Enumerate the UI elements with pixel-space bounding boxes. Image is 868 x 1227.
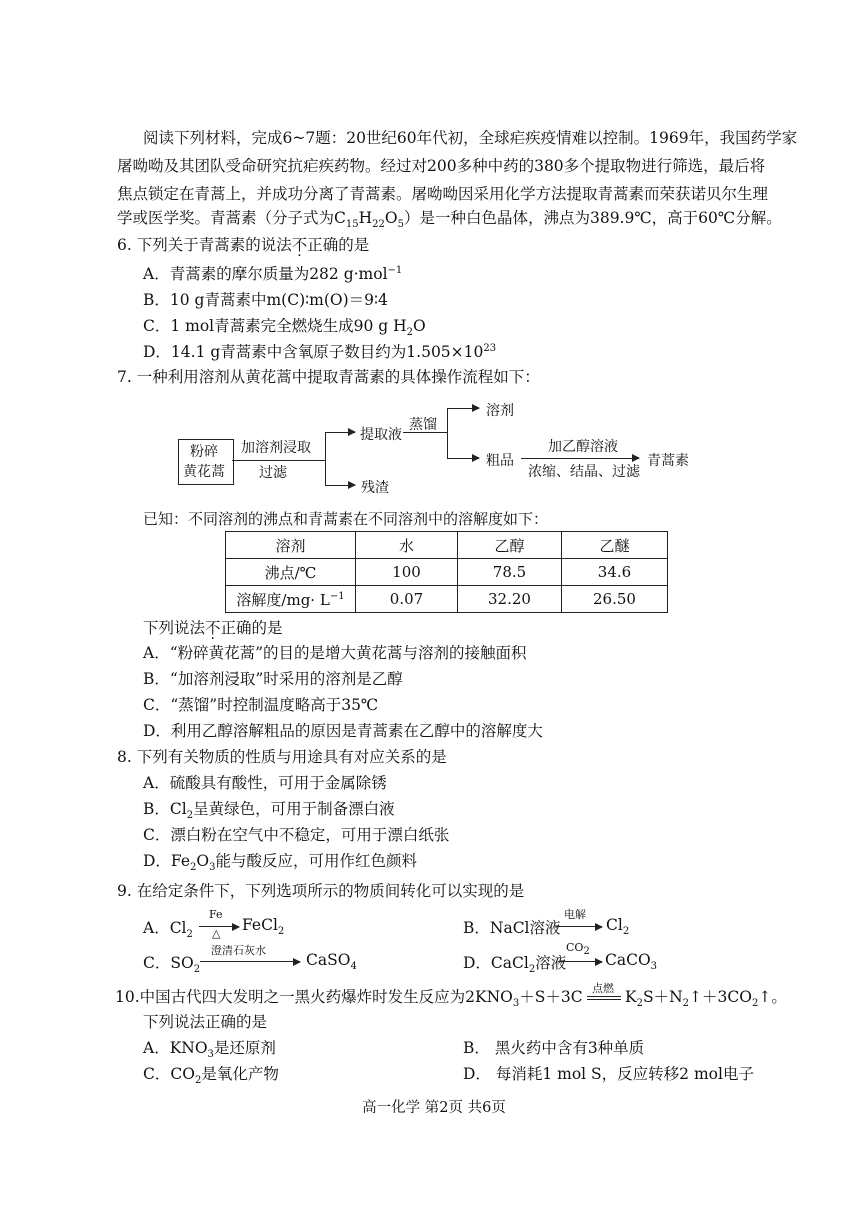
passage-line-1: 阅读下列材料，完成6~7题：20世纪60年代初，全球疟疾疫情难以控制。1969年，我国药学家: [143, 129, 798, 147]
table-header-row: [226, 532, 668, 559]
q7-stem: 7. 一种利用溶剂从黄花蒿中提取青蒿素的具体操作流程如下：: [117, 368, 540, 386]
q7-option-a: A．“粉碎黄花蒿”的目的是增大黄花蒿与溶剂的接触面积: [143, 644, 527, 662]
q10-option-d: D． 每消耗1 mol S，反应转移2 mol电子: [463, 1065, 754, 1083]
passage-line-4: 学或医学奖。青蒿素（分子式为$C_{15}H_{22}O_5$）是一种白色晶体，沸点为389.9℃，高于60℃分解。: [117, 209, 782, 231]
solvent-label: 溶剂: [486, 403, 514, 419]
q7-option-c: C．“蒸馏”时控制温度略高于35℃: [143, 696, 379, 714]
q10-condition: 点燃: [592, 982, 614, 995]
table-header-cell: 溶剂: [226, 532, 356, 559]
q10-stem-part1: 10.中国古代四大发明之一黑火药爆炸时发生反应为$2KNO_3+S+3C$: [115, 988, 583, 1010]
q6-option-b: B．10 g青蒿素中m(C)∶m(O)＝9∶4: [143, 291, 388, 309]
arrow-to-extract: [325, 432, 355, 433]
q7-option-b: B．“加溶剂浸取”时采用的溶剂是乙醇: [143, 670, 403, 688]
q10-sub-stem: 下列说法正确的是: [143, 1013, 268, 1031]
q8-option-c: C．漂白粉在空气中不稳定，可用于漂白纸张: [143, 826, 450, 844]
table-cell: 溶解度$/mg\cdot L^{-1}$: [226, 586, 356, 613]
q8-option-b: B．$Cl_2$呈黄绿色，可用于制备漂白液: [143, 800, 395, 822]
arrow-to-crude: [447, 458, 479, 459]
q9-option-b-product: $Cl_2$: [606, 916, 630, 938]
q9-stem: 9. 在给定条件下，下列选项所示的物质间转化可以实现的是: [117, 882, 525, 900]
q10-stem-part2: $K_2S+N_2↑+3CO_2↑$。: [625, 988, 787, 1010]
solvent-table: [225, 531, 668, 613]
raw-material-line-2: 黄花蒿: [183, 464, 225, 480]
q9-option-a-reactant: A．$Cl_2$: [143, 919, 193, 941]
q8-option-d: D．$Fe_2O_3$能与酸反应，可用作红色颜料: [143, 852, 417, 874]
page-footer: 高一化学 第2页 共6页: [362, 1100, 506, 1116]
table-header-cell: 乙醚: [562, 532, 668, 559]
raw-material-line-1: 粉碎: [190, 444, 218, 460]
q6-option-d: D．14.1 g青蒿素中含氧原子数目约为$1.505\times 10^{23}$: [143, 342, 497, 361]
product-label: 青蒿素: [647, 453, 689, 469]
step1-condition: 加溶剂浸取: [241, 440, 311, 456]
q9-c-arrow: [200, 961, 300, 962]
q9-option-c-product: CaSO$_4$: [306, 951, 357, 973]
arrow-to-product: [521, 458, 639, 459]
q10-option-c: C．$CO_2$是氧化产物: [143, 1065, 279, 1087]
extract-label: 提取液: [360, 427, 402, 443]
q10-equals-line-1: [587, 996, 621, 997]
q9-b-arrow: [556, 926, 602, 927]
table-row: [226, 586, 668, 613]
q7-known: 已知：不同溶剂的沸点和青蒿素在不同溶剂中的溶解度如下：: [143, 510, 549, 528]
step3-process: 浓缩、结晶、过滤: [528, 464, 640, 480]
step1-filter: 过滤: [259, 465, 287, 481]
q10-option-b: B． 黑火药中含有3种单质: [463, 1039, 645, 1057]
q8-stem: 8. 下列有关物质的性质与用途具有对应关系的是: [117, 748, 447, 766]
table-header-cell: 乙醇: [458, 532, 562, 559]
q8-option-a: A．硫酸具有酸性，可用于金属除锈: [143, 774, 387, 792]
table-cell: 78.5: [458, 559, 562, 586]
q7-sub-stem: 下列说法不正确的是: [143, 619, 283, 637]
q9-a-condition-top: Fe: [209, 908, 223, 921]
q10-equals-line-2: [587, 999, 621, 1000]
table-cell: 100: [356, 559, 458, 586]
crude-label: 粗品: [486, 453, 514, 469]
table-cell: 34.6: [562, 559, 668, 586]
residue-label: 残渣: [361, 480, 389, 496]
q9-c-condition: 澄清石灰水: [211, 944, 266, 957]
passage-line-2: 屠呦呦及其团队受命研究抗疟疾药物。经过对200多种中药的380多个提取物进行筛选，最后将: [117, 157, 766, 175]
q10-option-a: A．$KNO_3$是还原剂: [143, 1039, 276, 1061]
q7-option-d: D．利用乙醇溶解粗品的原因是青蒿素在乙醇中的溶解度大: [143, 722, 543, 740]
q9-option-a-product: FeCl$_2$: [242, 916, 285, 938]
q9-option-b-reactant: B．NaCl溶液: [463, 919, 561, 937]
table-cell: 26.50: [562, 586, 668, 613]
q9-d-condition: $CO_2$: [566, 941, 590, 958]
distill-label: 蒸馏: [409, 417, 437, 433]
q6-stem: 6. 下列关于青蒿素的说法不正确的是: [117, 236, 370, 254]
q9-a-condition-bottom: △: [212, 927, 221, 940]
q9-d-arrow: [558, 961, 602, 962]
q9-option-d-reactant: D．CaCl$_2$溶液: [463, 954, 567, 976]
table-cell: 沸点/℃: [226, 559, 356, 586]
q9-b-condition: 电解: [564, 908, 586, 921]
step3-condition: 加乙醇溶液: [548, 439, 618, 455]
q9-option-c-reactant: C．$SO_2$: [143, 954, 201, 976]
arrow-to-solvent: [447, 408, 479, 409]
q6-option-c: C．1 mol青蒿素完全燃烧生成90 g $H_2O$: [143, 317, 426, 339]
table-header-cell: 水: [356, 532, 458, 559]
passage-line-3: 焦点锁定在青蒿上，并成功分离了青蒿素。屠呦呦因采用化学方法提取青蒿素而荣获诺贝尔生理: [117, 185, 769, 203]
q9-option-d-product: CaCO$_3$: [605, 951, 658, 973]
table-cell: 0.07: [356, 586, 458, 613]
table-row: [226, 559, 668, 586]
arrow-to-residue: [325, 485, 355, 486]
q6-option-a: A．青蒿素的摩尔质量为282 g·mol$^{-1}$: [143, 264, 403, 283]
table-cell: 32.20: [458, 586, 562, 613]
